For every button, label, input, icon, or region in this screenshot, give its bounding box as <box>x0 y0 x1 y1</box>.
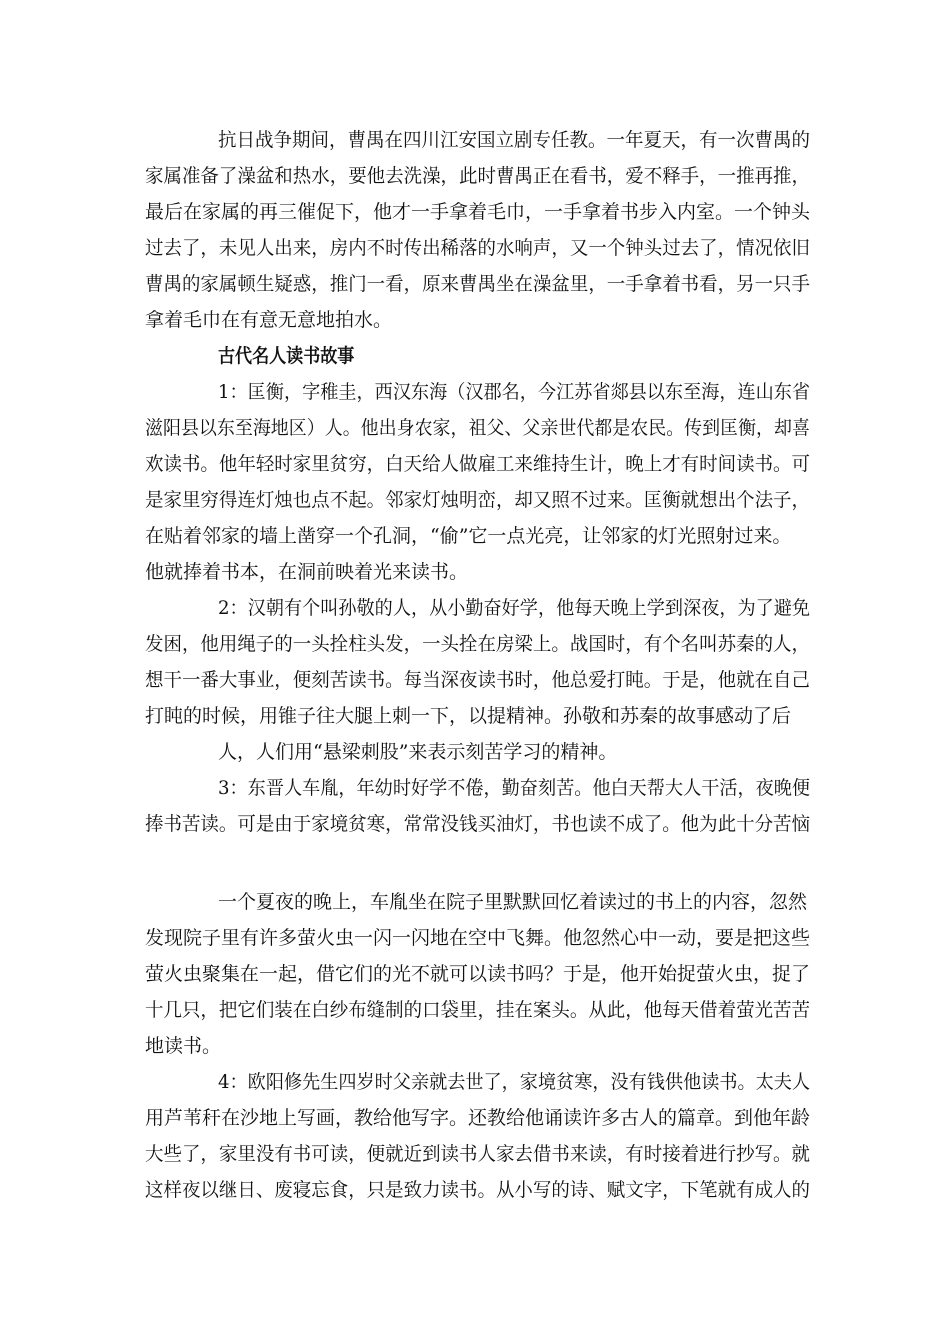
paragraph-line: 在贴着邻家的墙上凿穿一个孔洞，“偷”它一点光亮，让邻家的灯光照射过来。 <box>145 525 792 547</box>
paragraph-line: 发现院子里有许多萤火虫一闪一闪地在空中飞舞。他忽然心中一动，要是把这些 <box>145 927 811 949</box>
paragraph-line: 捧书苦读。可是由于家境贫寒，常常没钱买油灯，书也读不成了。他为此十分苦恼 <box>145 813 810 835</box>
paragraph-line: 想干一番大事业，便刻苦读书。每当深夜读书时，他总爱打盹。于是，他就在自己 <box>145 669 810 691</box>
paragraph-line: 发困，他用绳子的一头拴柱头发，一头拴在房梁上。战国时，有个名叫苏秦的人， <box>145 633 810 655</box>
paragraph-line: 曹禺的家属顿生疑惑，推门一看，原来曹禺坐在澡盆里，一手拿着书看，另一只手 <box>145 273 810 295</box>
paragraph-line: 这样夜以继日、废寝忘食，只是致力读书。从小写的诗、赋文字，下笔就有成人的 <box>145 1179 810 1201</box>
paragraph-line: 3：东晋人车胤，年幼时好学不倦，勤奋刻苦。他白天帮大人干活，夜晚便 <box>218 777 811 799</box>
paragraph-line: 1：匡衡，字稚圭，西汉东海（汉郡名，今江苏省郯县以东至海，连山东省 <box>218 381 811 403</box>
section-heading: 古代名人读书故事 <box>218 345 355 367</box>
paragraph-line: 是家里穷得连灯烛也点不起。邻家灯烛明峦，却又照不过来。匡衡就想出个法子， <box>145 489 810 511</box>
paragraph-line: 大些了，家里没有书可读，便就近到读书人家去借书来读，有时接着进行抄写。就 <box>145 1143 810 1165</box>
paragraph-line: 抗日战争期间，曹禺在四川江安国立剧专任教。一年夏天，有一次曹禺的 <box>218 129 811 151</box>
paragraph-line: 2：汉朝有个叫孙敬的人，从小勤奋好学，他每天晚上学到深夜，为了避免 <box>218 597 811 619</box>
paragraph-line: 4：欧阳修先生四岁时父亲就去世了，家境贫寒，没有钱供他读书。太夫人 <box>218 1071 811 1093</box>
paragraph-line: 打盹的时候，用锥子往大腿上刺一下，以提精神。孙敬和苏秦的故事感动了后 <box>145 705 792 727</box>
paragraph-line: 一个夏夜的晚上，车胤坐在院子里默默回忆着读过的书上的内容，忽然 <box>218 891 808 913</box>
paragraph-line: 萤火虫聚集在一起，借它们的光不就可以读书吗？于是，他开始捉萤火虫，捉了 <box>145 963 811 985</box>
paragraph-line: 用芦苇秆在沙地上写画，教给他写字。还教给他诵读许多古人的篇章。到他年龄 <box>145 1107 811 1129</box>
paragraph-line: 十几只，把它们装在白纱布缝制的口袋里，挂在案头。从此，他每天借着萤光苦苦 <box>145 999 810 1021</box>
paragraph-line: 滋阳县以东至海地区）人。他出身农家，祖父、父亲世代都是农民。传到匡衡，却喜 <box>145 417 810 439</box>
paragraph-line: 他就捧着书本，在洞前映着光来读书。 <box>145 561 469 583</box>
paragraph-line: 人，人们用“悬梁刺股”来表示刻苦学习的精神。 <box>218 741 618 763</box>
paragraph-line: 过去了，未见人出来，房内不时传出稀落的水响声，又一个钟头过去了，情况依旧 <box>145 237 810 259</box>
paragraph-line: 拿着毛巾在有意无意地拍水。 <box>145 309 393 331</box>
paragraph-line: 最后在家属的再三催促下，他才一手拿着毛巾，一手拿着书步入内室。一个钟头 <box>145 201 811 223</box>
paragraph-line: 家属准备了澡盆和热水，要他去洗澡，此时曹禺正在看书，爱不释手，一推再推， <box>145 165 810 187</box>
paragraph-line: 地读书。 <box>145 1035 222 1057</box>
paragraph-line: 欢读书。他年轻时家里贫穷，白天给人做雇工来维持生计，晚上才有时间读书。可 <box>145 453 810 475</box>
